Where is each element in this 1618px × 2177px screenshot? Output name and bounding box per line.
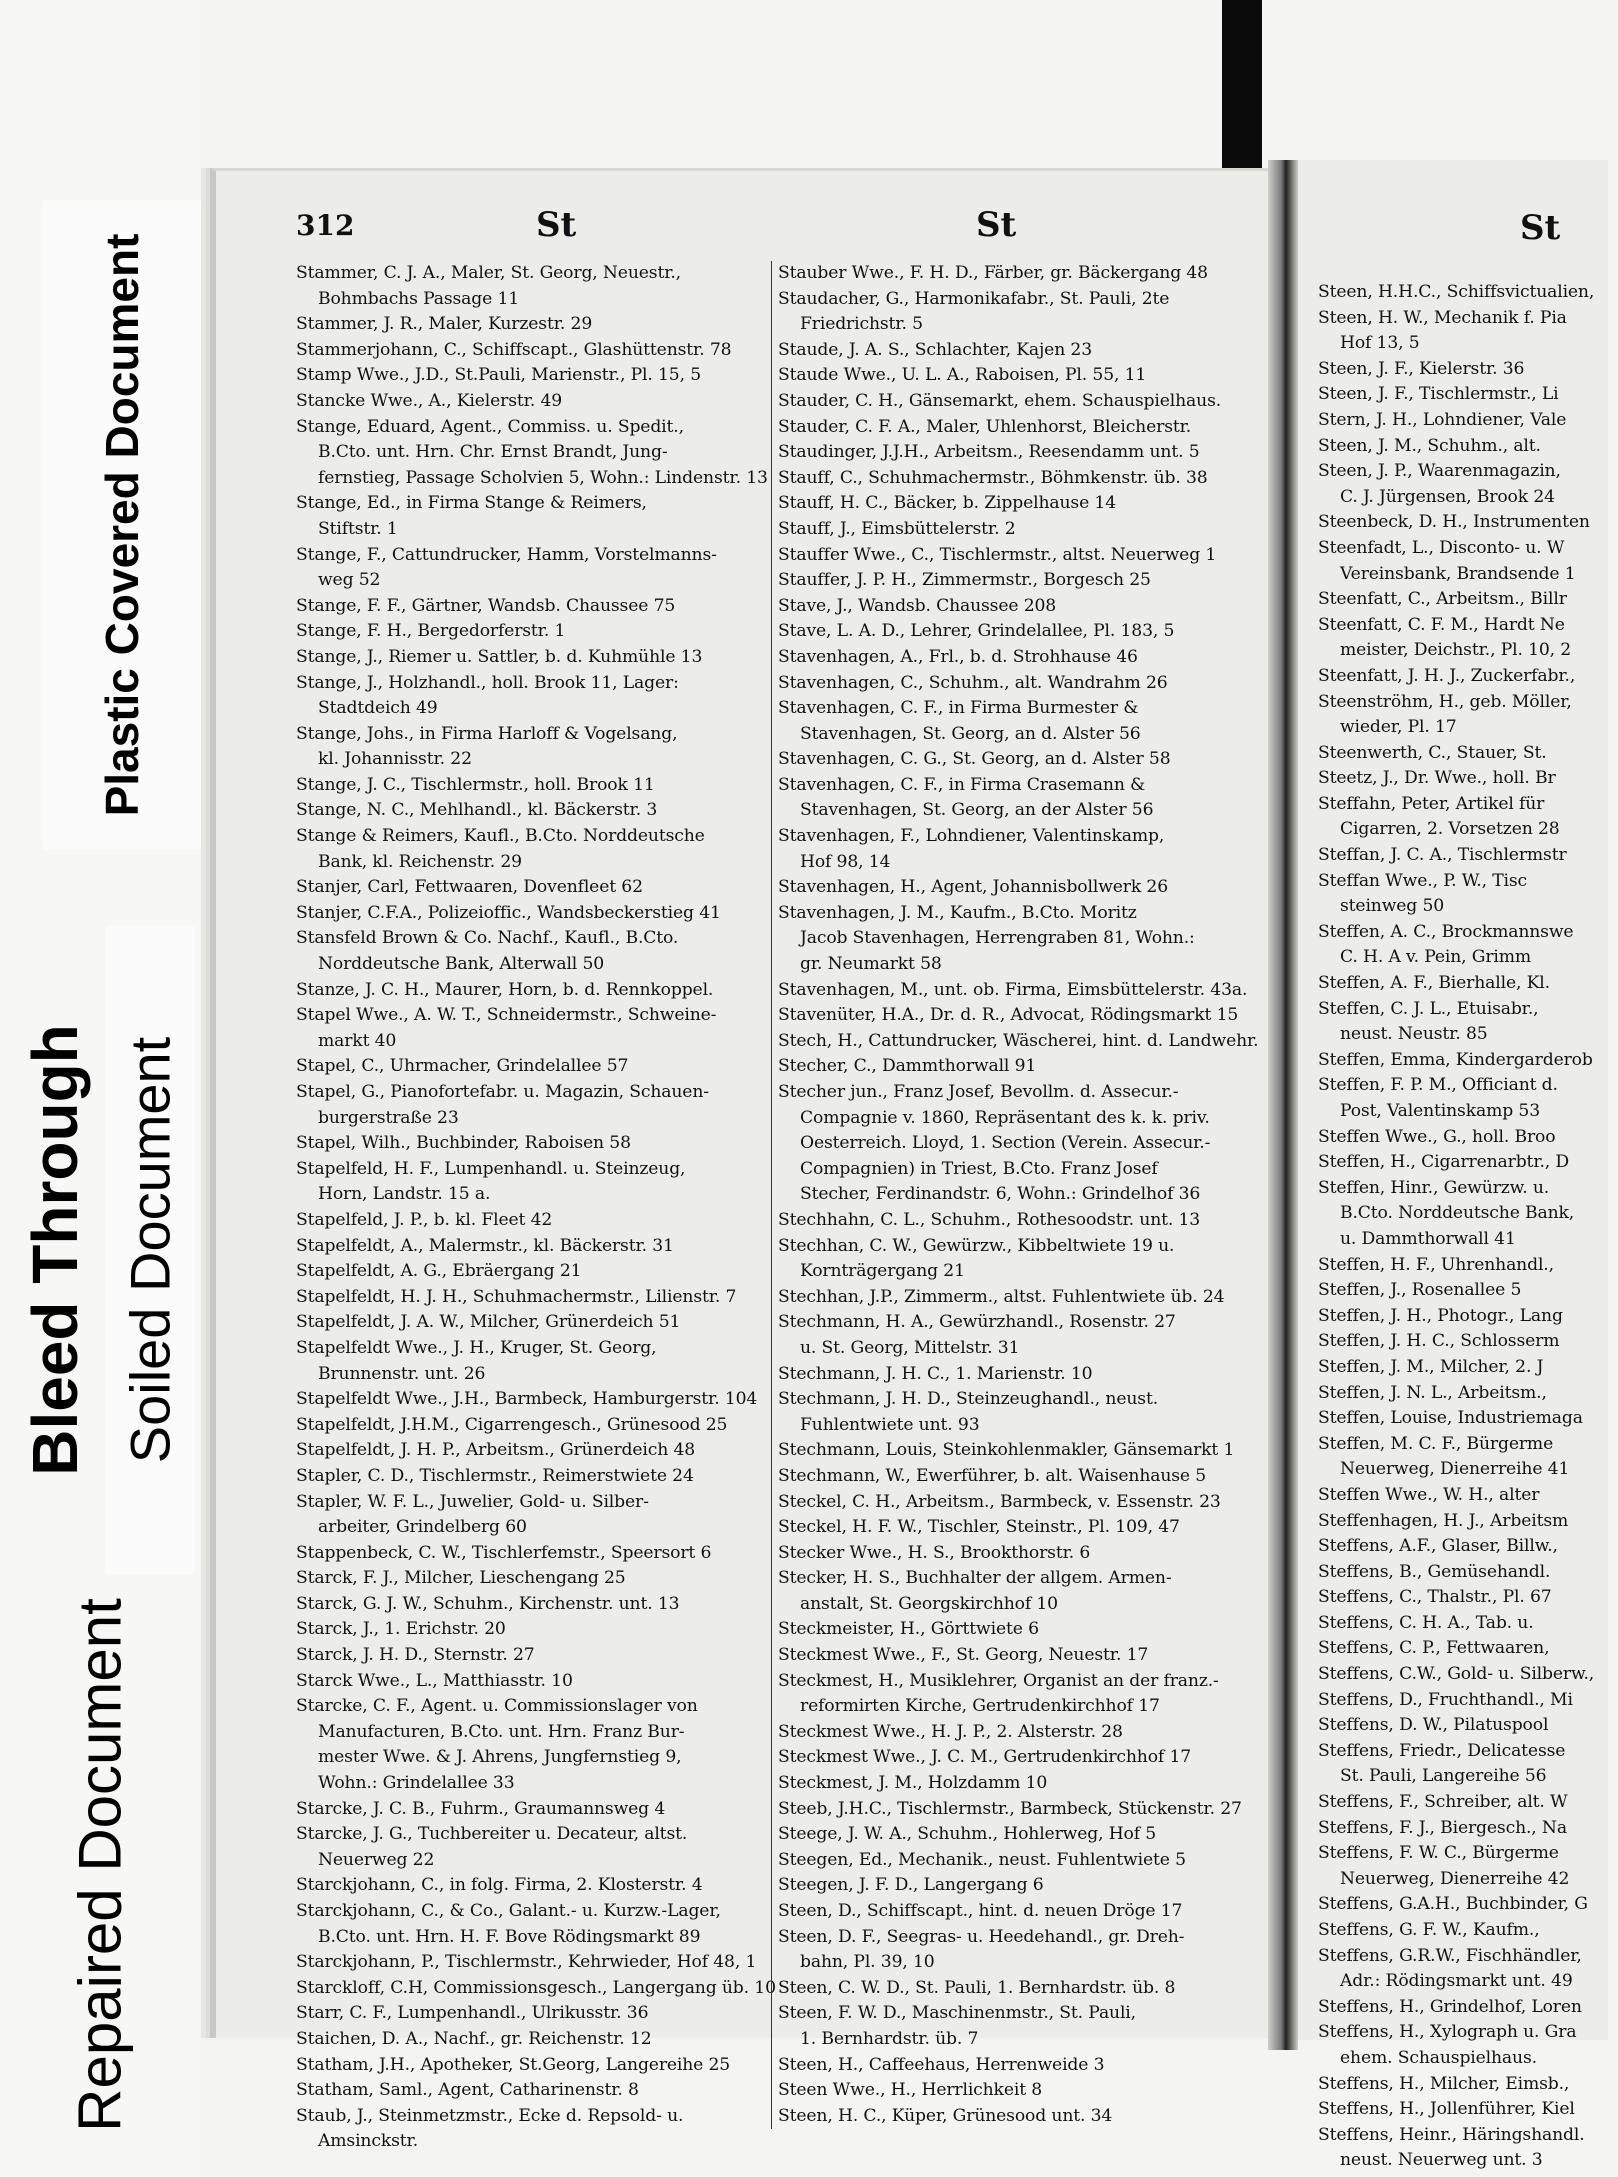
directory-entry-line: Steffen, J. M., Milcher, 2. J [1318, 1356, 1544, 1377]
directory-entry-line: Bank, kl. Reichenstr. 29 [318, 851, 522, 872]
directory-entry-line: Staudacher, G., Harmonikafabr., St. Pauli, 2te [778, 288, 1170, 309]
plastic-covered-label [42, 200, 202, 850]
directory-entry-line: Stange, N. C., Mehlhandl., kl. Bäckerstr. 3 [296, 800, 658, 821]
directory-entry-line: Stange, F., Cattundrucker, Hamm, Vorstelmanns- [296, 544, 717, 565]
directory-entry-line: Steffens, C. H. A., Tab. u. [1318, 1612, 1534, 1633]
facing-page [1298, 160, 1608, 2171]
directory-entry-line: Steffen, Louise, Industriemaga [1318, 1408, 1583, 1429]
directory-entry-line: Stanze, J. C. H., Maurer, Horn, b. d. Rennkoppel. [296, 979, 714, 1000]
directory-entry-line: Starcke, J. C. B., Fuhrm., Graumannsweg 4 [296, 1798, 666, 1819]
directory-entry-line: Stavenhagen, St. Georg, an der Alster 56 [800, 800, 1154, 821]
directory-entry-line: Cigarren, 2. Vorsetzen 28 [1340, 819, 1560, 840]
running-head-middle: St [976, 205, 1017, 245]
directory-entry-line: Steen, D., Schiffscapt., hint. d. neuen Dröge 17 [778, 1901, 1183, 1921]
directory-entry-line: Stammer, C. J. A., Maler, St. Georg, Neuestr., [296, 263, 681, 283]
directory-entry-line: meister, Deichstr., Pl. 10, 2 [1340, 640, 1572, 661]
directory-page [210, 168, 1290, 2152]
directory-entry-line: markt 40 [318, 1030, 397, 1051]
directory-entry-line: gr. Neumarkt 58 [800, 954, 942, 975]
directory-entry-line: Steen, H.H.C., Schiffsvictualien, [1318, 282, 1595, 302]
directory-entry-line: Stapel, Wilh., Buchbinder, Raboisen 58 [296, 1133, 631, 1154]
directory-entry-line: Stauffer, J. P. H., Zimmermstr., Borgesch 25 [778, 570, 1151, 591]
directory-entry-line: weg 52 [318, 570, 381, 591]
directory-entry-line: Steffen, C. J. L., Etuisabr., [1318, 998, 1539, 1019]
page-number: 312 [296, 209, 355, 242]
directory-entry-line: Stange & Reimers, Kaufl., B.Cto. Norddeutsche [296, 826, 705, 847]
directory-entry-line: Steffen, A. C., Brockmannswe [1318, 921, 1574, 942]
directory-entry-line: Stavenhagen, C., Schuhm., alt. Wandrahm 26 [778, 672, 1168, 693]
directory-entry-line: Starcke, C. F., Agent. u. Commissionslager von [296, 1696, 698, 1717]
directory-entry-line: Steffen, Hinr., Gewürzw. u. [1318, 1177, 1550, 1198]
directory-entry-line: Stavenhagen, C. F., in Firma Burmester & [778, 698, 1139, 719]
directory-entry-line: Stange, J. C., Tischlermstr., holl. Brook 11 [296, 774, 655, 795]
directory-entry-line: Steen, H. C., Küper, Grünesood unt. 34 [778, 2105, 1113, 2126]
directory-entry-line: Steeb, J.H.C., Tischlermstr., Barmbeck, Stückenstr. 27 [778, 1798, 1242, 1819]
directory-entry-line: Steffens, G. F. W., Kaufm., [1318, 1920, 1540, 1940]
directory-entry-line: Steffens, H., Grindelhof, Loren [1318, 1996, 1582, 2017]
directory-entry-line: Steffen, J. H., Photogr., Lang [1318, 1305, 1563, 1326]
directory-entry-line: Stecker, H. S., Buchhalter der allgem. Armen- [778, 1568, 1172, 1589]
directory-entry-line: Fuhlentwiete unt. 93 [800, 1414, 980, 1435]
directory-entry-line: Stange, J., Riemer u. Sattler, b. d. Kuhmühle 13 [296, 646, 703, 667]
directory-entry-line: Steffens, H., Jollenführer, Kiel [1318, 2099, 1575, 2120]
directory-entry-line: Stauder, C. F. A., Maler, Uhlenhorst, Bleicherstr. [778, 416, 1192, 437]
directory-entry-line: ehem. Schauspielhaus. [1340, 2047, 1537, 2068]
directory-entry-line: Steenfatt, J. H. J., Zuckerfabr., [1318, 665, 1576, 686]
running-head-right: St [1520, 208, 1561, 248]
directory-entry-line: mester Wwe. & J. Ahrens, Jungfernstieg 9, [318, 1747, 682, 1768]
directory-entry-line: arbeiter, Grindelberg 60 [318, 1517, 527, 1538]
directory-entry-line: Stapel, G., Pianofortefabr. u. Magazin, Schauen- [296, 1082, 709, 1102]
directory-entry-line: B.Cto. unt. Hrn. Chr. Ernst Brandt, Jung- [318, 442, 668, 463]
directory-entry-line: Stecker Wwe., H. S., Brookthorstr. 6 [778, 1542, 1091, 1563]
directory-entry-line: Steckel, H. F. W., Tischler, Steinstr., Pl. 109, 47 [778, 1517, 1180, 1538]
directory-entry-line: Steen, H., Caffeehaus, Herrenweide 3 [778, 2054, 1105, 2075]
directory-entry-line: Steffens, Friedr., Delicatesse [1318, 1740, 1566, 1761]
directory-entry-line: Stauff, H. C., Bäcker, b. Zippelhause 14 [778, 493, 1116, 514]
directory-entry-line: Stammerjohann, C., Schiffscapt., Glashüttenstr. 78 [296, 339, 732, 360]
directory-entry-line: Stapelfeldt, H. J. H., Schuhmachermstr., Lilienstr. 7 [296, 1286, 737, 1307]
directory-entry-line: Steffens, C., Thalstr., Pl. 67 [1318, 1587, 1552, 1608]
directory-entry-line: Steffens, F. W. C., Bürgerme [1318, 1843, 1559, 1864]
directory-entry-line: Stamp Wwe., J.D., St.Pauli, Marienstr., Pl. 15, 5 [296, 365, 701, 386]
directory-entry-line: Bohmbachs Passage 11 [318, 288, 520, 309]
directory-entry-line: Steegen, Ed., Mechanik., neust. Fuhlentwiete 5 [778, 1849, 1186, 1870]
directory-column-left [296, 261, 776, 2155]
directory-entry-line: Steffens, B., Gemüsehandl. [1318, 1561, 1551, 1582]
directory-entry-line: Stechmann, Louis, Steinkohlenmakler, Gänsemarkt 1 [778, 1440, 1235, 1461]
directory-entry-line: Steege, J. W. A., Schuhm., Hohlerweg, Hof 5 [778, 1824, 1157, 1845]
repaired-document-label [5, 1598, 195, 2132]
directory-entry-line: Stappenbeck, C. W., Tischlerfemstr., Speersort 6 [296, 1542, 712, 1563]
directory-entry-line: Steckmeister, H., Görttwiete 6 [778, 1619, 1039, 1640]
directory-entry-line: C. H. A v. Pein, Grimm [1340, 947, 1532, 968]
directory-entry-line: Stechhan, C. W., Gewürzw., Kibbeltwiete 19 u. [778, 1235, 1175, 1256]
directory-entry-line: Neuerweg, Dienerreihe 42 [1340, 1868, 1570, 1889]
directory-entry-line: Steffen Wwe., G., holl. Broo [1318, 1126, 1556, 1147]
directory-entry-line: Stapelfeldt, A., Malermstr., kl. Bäckerstr. 31 [296, 1235, 674, 1256]
directory-entry-line: Starckjohann, C., & Co., Galant.- u. Kurzw.-Lager, [296, 1901, 721, 1921]
directory-entry-line: Steen, J. F., Kielerstr. 36 [1318, 358, 1525, 379]
directory-entry-line: Staudinger, J.J.H., Arbeitsm., Reesendamm unt. 5 [778, 442, 1200, 463]
directory-entry-line: Jacob Stavenhagen, Herrengraben 81, Wohn.: [800, 928, 1195, 949]
directory-entry-line: Stavenhagen, C. G., St. Georg, an d. Alster 58 [778, 749, 1171, 770]
directory-entry-line: Steffen, H. F., Uhrenhandl., [1318, 1254, 1554, 1275]
page-header [216, 201, 1290, 251]
directory-entry-line: Stauffer Wwe., C., Tischlermstr., altst. Neuerweg 1 [778, 544, 1217, 565]
directory-entry-line: Stanjer, C.F.A., Polizeioffic., Wandsbeckerstieg 41 [296, 902, 721, 923]
directory-entry-line: Staichen, D. A., Nachf., gr. Reichenstr. 12 [296, 2028, 652, 2049]
directory-entry-line: Steffens, F., Schreiber, alt. W [1318, 1792, 1568, 1813]
directory-entry-line: B.Cto. Norddeutsche Bank, [1340, 1203, 1575, 1224]
directory-entry-line: Starckjohann, P., Tischlermstr., Kehrwieder, Hof 48, 1 [296, 1952, 757, 1973]
directory-entry-line: Stange, F. F., Gärtner, Wandsb. Chaussee 75 [296, 595, 676, 616]
directory-entry-line: Steen, J. P., Waarenmagazin, [1318, 461, 1561, 482]
directory-entry-line: Stange, F. H., Bergedorferstr. 1 [296, 621, 566, 642]
directory-entry-line: Neuerweg, Dienerreihe 41 [1340, 1459, 1570, 1480]
directory-entry-line: Stancke Wwe., A., Kielerstr. 49 [296, 390, 563, 411]
directory-entry-line: Starr, C. F., Lumpenhandl., Ulrikusstr. 36 [296, 2003, 649, 2024]
directory-entry-line: Stadtdeich 49 [318, 698, 438, 719]
directory-entry-line: Steckmest Wwe., F., St. Georg, Neuestr. 17 [778, 1645, 1149, 1666]
directory-entry-line: Compagnie v. 1860, Repräsentant des k. k. priv. [800, 1107, 1210, 1128]
archive-margin [0, 0, 200, 2177]
directory-entry-line: Stavenhagen, A., Frl., b. d. Strohhause 46 [778, 646, 1138, 667]
directory-entry-line: Stave, J., Wandsb. Chaussee 208 [778, 595, 1057, 616]
directory-entry-line: Stapelfeldt, A. G., Ebräergang 21 [296, 1261, 582, 1282]
directory-entry-line: Stapelfeldt Wwe., J.H., Barmbeck, Hamburgerstr. 104 [296, 1389, 758, 1410]
plastic-covered-text: Plastic Covered Document [96, 233, 148, 817]
directory-entry-line: Steenfatt, C., Arbeitsm., Billr [1318, 589, 1567, 610]
directory-entry-line: Statham, Saml., Agent, Catharinenstr. 8 [296, 2080, 639, 2101]
directory-entry-line: Staub, J., Steinmetzmstr., Ecke d. Repsold- u. [296, 2105, 684, 2126]
directory-entry-line: Steetz, J., Dr. Wwe., holl. Br [1318, 768, 1556, 789]
directory-entry-line: neust. Neustr. 85 [1340, 1024, 1488, 1045]
scanner-edge [1222, 0, 1262, 175]
directory-entry-line: Stanjer, Carl, Fettwaaren, Dovenfleet 62 [296, 877, 643, 898]
directory-entry-line: Steffen, J. H. C., Schlosserm [1318, 1331, 1560, 1352]
directory-entry-line: Starcke, J. G., Tuchbereiter u. Decateur, altst. [296, 1824, 688, 1845]
directory-entry-line: Stavenüter, H.A., Dr. d. R., Advocat, Rödingsmarkt 15 [778, 1005, 1239, 1026]
directory-entry-line: Norddeutsche Bank, Alterwall 50 [318, 954, 605, 975]
directory-entry-line: Stavenhagen, H., Agent, Johannisbollwerk 26 [778, 877, 1168, 898]
directory-entry-line: Steffens, F. J., Biergesch., Na [1318, 1817, 1567, 1838]
directory-entry-line: Stange, Johs., in Firma Harloff & Vogelsang, [296, 723, 678, 744]
directory-entry-line: Brunnenstr. unt. 26 [318, 1363, 486, 1384]
directory-entry-line: Stapel Wwe., A. W. T., Schneidermstr., Schweine- [296, 1005, 717, 1026]
soiled-document-text: Soiled Document [118, 1036, 182, 1464]
repaired-document-text: Repaired Document [66, 1598, 134, 2132]
directory-entry-line: fernstieg, Passage Scholvien 5, Wohn.: Lindenstr. 13 [318, 467, 768, 488]
directory-entry-line: Steenwerth, C., Stauer, St. [1318, 742, 1547, 763]
directory-entry-line: Steffen, F. P. M., Officiant d. [1318, 1075, 1558, 1096]
directory-entry-line: u. St. Georg, Mittelstr. 31 [800, 1337, 1020, 1358]
directory-entry-line: Steen, C. W. D., St. Pauli, 1. Bernhardstr. üb. 8 [778, 1977, 1176, 1998]
directory-entry-line: Steen, H. W., Mechanik f. Pia [1318, 307, 1567, 328]
directory-entry-line: Horn, Landstr. 15 a. [318, 1184, 491, 1205]
directory-entry-line: Stechhahn, C. L., Schuhm., Rothesoodstr. unt. 13 [778, 1209, 1201, 1230]
directory-entry-line: 1. Bernhardstr. üb. 7 [800, 2028, 979, 2049]
directory-entry-line: Stapelfeldt Wwe., J. H., Kruger, St. Georg, [296, 1337, 657, 1358]
directory-entry-line: burgerstraße 23 [318, 1107, 459, 1128]
directory-entry-line: Stange, Eduard, Agent., Commiss. u. Spedit., [296, 416, 684, 437]
directory-entry-line: steinweg 50 [1340, 896, 1445, 917]
directory-column-right [1318, 280, 1618, 2174]
directory-entry-line: Stavenhagen, F., Lohndiener, Valentinskamp, [778, 826, 1165, 847]
directory-entry-line: Amsinckstr. [318, 2131, 419, 2152]
directory-entry-line: Steffens, G.R.W., Fischhändler, [1318, 1945, 1582, 1966]
directory-entry-line: Steckmest, J. M., Holzdamm 10 [778, 1773, 1048, 1794]
bleed-through-text: Bleed Through [19, 1024, 91, 1476]
book-gutter [1268, 160, 1298, 2050]
directory-entry-line: Steffen, Emma, Kindergarderob [1318, 1049, 1593, 1070]
directory-entry-line: Steenfadt, L., Disconto- u. W [1318, 537, 1565, 558]
directory-entry-line: Steen Wwe., H., Herrlichkeit 8 [778, 2080, 1043, 2101]
directory-entry-line: Steffens, H., Xylograph u. Gra [1318, 2022, 1577, 2043]
directory-entry-line: Stavenhagen, C. F., in Firma Crasemann & [778, 774, 1146, 795]
directory-entry-line: Steffens, C. P., Fettwaaren, [1318, 1638, 1550, 1659]
directory-entry-line: Stapelfeldt, J. A. W., Milcher, Grünerdeich 51 [296, 1312, 681, 1333]
directory-entry-line: Kornträgergang 21 [800, 1261, 965, 1282]
directory-entry-line: Stavenhagen, J. M., Kaufm., B.Cto. Moritz [778, 902, 1137, 923]
directory-entry-line: Stapelfeldt, J. H. P., Arbeitsm., Grünerdeich 48 [296, 1440, 696, 1461]
directory-entry-line: Stechmann, J. H. D., Steinzeughandl., neust. [778, 1389, 1159, 1410]
directory-entry-line: Steckmest Wwe., H. J. P., 2. Alsterstr. 28 [778, 1721, 1123, 1742]
directory-entry-line: Steckmest, H., Musiklehrer, Organist an der franz.- [778, 1670, 1219, 1691]
directory-entry-line: Starckloff, C.H, Commissionsgesch., Langergang üb. 10 [296, 1977, 776, 1998]
directory-entry-line: Stecher jun., Franz Josef, Bevollm. d. Assecur.- [778, 1082, 1179, 1102]
directory-entry-line: Stauder, C. H., Gänsemarkt, ehem. Schauspielhaus. [778, 390, 1222, 411]
directory-entry-line: Neuerweg 22 [318, 1849, 435, 1870]
directory-entry-line: Stecher, Ferdinandstr. 6, Wohn.: Grindelhof 36 [800, 1184, 1201, 1205]
directory-entry-line: Steffens, D. W., Pilatuspool [1318, 1715, 1549, 1736]
directory-entry-line: neust. Neuerweg unt. 3 [1340, 2150, 1543, 2171]
directory-entry-line: Stechmann, W., Ewerführer, b. alt. Waisenhause 5 [778, 1465, 1207, 1486]
directory-entry-line: Steckel, C. H., Arbeitsm., Barmbeck, v. Essenstr. 23 [778, 1491, 1221, 1512]
directory-entry-line: Stapel, C., Uhrmacher, Grindelallee 57 [296, 1056, 629, 1077]
directory-entry-line: Statham, J.H., Apotheker, St.Georg, Langereihe 25 [296, 2054, 731, 2075]
directory-entry-line: Steffens, H., Milcher, Eimsb., [1318, 2073, 1570, 2094]
directory-entry-line: Steen, D. F., Seegras- u. Heedehandl., gr. Dreh- [778, 1926, 1185, 1947]
bleed-through-label [5, 925, 105, 1575]
directory-entry-line: Starck, G. J. W., Schuhm., Kirchenstr. unt. 13 [296, 1593, 680, 1614]
directory-entry-line: Stavenhagen, St. Georg, an d. Alster 56 [800, 723, 1141, 744]
directory-entry-line: Stiftstr. 1 [318, 518, 398, 539]
directory-entry-line: Steffan, J. C. A., Tischlermstr [1318, 845, 1567, 866]
directory-entry-line: Adr.: Rödingsmarkt unt. 49 [1340, 1971, 1573, 1992]
directory-entry-line: Oesterreich. Lloyd, 1. Section (Verein. Assecur.- [800, 1133, 1211, 1154]
directory-entry-line: Steffens, Heinr., Häringshandl. [1318, 2124, 1585, 2145]
directory-entry-line: Steffens, C.W., Gold- u. Silberw., [1318, 1664, 1595, 1685]
directory-entry-line: Staude Wwe., U. L. A., Raboisen, Pl. 55, 11 [778, 365, 1147, 386]
directory-entry-line: u. Dammthorwall 41 [1340, 1228, 1516, 1249]
directory-entry-line: Steenbeck, D. H., Instrumenten [1318, 512, 1590, 533]
directory-entry-line: St. Pauli, Langereihe 56 [1340, 1766, 1547, 1787]
directory-entry-line: Manufacturen, B.Cto. unt. Hrn. Franz Bur- [318, 1721, 685, 1742]
directory-entry-line: Steffen, A. F., Bierhalle, Kl. [1318, 973, 1550, 994]
directory-entry-line: Steffenhagen, H. J., Arbeitsm [1318, 1510, 1569, 1531]
directory-entry-line: Steffens, A.F., Glaser, Billw., [1318, 1536, 1558, 1557]
directory-entry-line: Starck Wwe., L., Matthiasstr. 10 [296, 1670, 573, 1691]
directory-entry-line: Stecher, C., Dammthorwall 91 [778, 1056, 1037, 1077]
directory-entry-line: Steen, F. W. D., Maschinenmstr., St. Pauli, [778, 2003, 1136, 2024]
directory-entry-line: Stansfeld Brown & Co. Nachf., Kaufl., B.Cto. [296, 928, 679, 949]
directory-entry-line: Stechmann, J. H. C., 1. Marienstr. 10 [778, 1363, 1093, 1384]
directory-entry-line: Steffen, J. N. L., Arbeitsm., [1318, 1382, 1547, 1403]
directory-entry-line: Stauber Wwe., F. H. D., Färber, gr. Bäckergang 48 [778, 263, 1208, 283]
directory-entry-line: Stapelfeld, H. F., Lumpenhandl. u. Steinzeug, [296, 1158, 686, 1179]
directory-entry-line: Hof 13, 5 [1340, 333, 1420, 354]
directory-entry-line: Compagnien) in Triest, B.Cto. Franz Josef [800, 1158, 1158, 1179]
directory-entry-line: Stauff, C., Schuhmachermstr., Böhmkenstr. üb. 38 [778, 467, 1208, 488]
directory-entry-line: Stechhan, J.P., Zimmerm., altst. Fuhlentwiete üb. 24 [778, 1286, 1225, 1307]
directory-entry-line: Starck, J. H. D., Sternstr. 27 [296, 1645, 535, 1666]
directory-entry-line: B.Cto. unt. Hrn. H. F. Bove Rödingsmarkt 89 [318, 1926, 701, 1947]
directory-entry-line: Vereinsbank, Brandsende 1 [1340, 563, 1576, 584]
soiled-document-label [105, 925, 195, 1575]
directory-entry-line: Stauff, J., Eimsbüttelerstr. 2 [778, 518, 1016, 539]
directory-entry-line: Steffen Wwe., W. H., alter [1318, 1484, 1540, 1505]
directory-entry-line: Stechmann, H. A., Gewürzhandl., Rosenstr. 27 [778, 1312, 1176, 1333]
directory-entry-line: bahn, Pl. 39, 10 [800, 1952, 935, 1973]
directory-entry-line: Stammer, J. R., Maler, Kurzestr. 29 [296, 314, 593, 335]
directory-entry-line: C. J. Jürgensen, Brook 24 [1340, 486, 1555, 507]
directory-entry-line: Stange, J., Holzhandl., holl. Brook 11, Lager: [296, 672, 679, 693]
directory-entry-line: Stapelfeld, J. P., b. kl. Fleet 42 [296, 1209, 553, 1230]
directory-entry-line: Steffens, D., Fruchthandl., Mi [1318, 1689, 1573, 1710]
directory-entry-line: Stech, H., Cattundrucker, Wäscherei, hint. d. Landwehr. [778, 1030, 1259, 1051]
directory-column-middle [771, 261, 1266, 2129]
directory-entry-line: Stave, L. A. D., Lehrer, Grindelallee, Pl. 183, 5 [778, 621, 1175, 642]
directory-entry-line: Stange, Ed., in Firma Stange & Reimers, [296, 493, 647, 514]
directory-entry-line: Stapelfeldt, J.H.M., Cigarrengesch., Grünesood 25 [296, 1414, 728, 1435]
directory-entry-line: kl. Johannisstr. 22 [318, 749, 472, 770]
directory-entry-line: Steffahn, Peter, Artikel für [1318, 793, 1545, 814]
directory-entry-line: Stern, J. H., Lohndiener, Vale [1318, 409, 1567, 430]
directory-entry-line: anstalt, St. Georgskirchhof 10 [800, 1593, 1058, 1614]
directory-entry-line: Steffen, J., Rosenallee 5 [1318, 1280, 1522, 1301]
directory-entry-line: Steffen, M. C. F., Bürgerme [1318, 1433, 1554, 1454]
directory-entry-line: Steffan Wwe., P. W., Tisc [1318, 870, 1528, 891]
directory-entry-line: Hof 98, 14 [800, 851, 891, 872]
running-head-left: St [536, 205, 577, 245]
directory-entry-line: Post, Valentinskamp 53 [1340, 1101, 1540, 1121]
directory-entry-line: Stapler, C. D., Tischlermstr., Reimerstwiete 24 [296, 1465, 694, 1486]
directory-entry-line: Wohn.: Grindelallee 33 [318, 1773, 515, 1794]
directory-entry-line: Friedrichstr. 5 [800, 314, 923, 335]
directory-entry-line: Stapler, W. F. L., Juwelier, Gold- u. Silber- [296, 1491, 649, 1512]
directory-entry-line: Steen, J. M., Schuhm., alt. [1318, 435, 1541, 456]
directory-entry-line: Starckjohann, C., in folg. Firma, 2. Klosterstr. 4 [296, 1875, 703, 1896]
directory-entry-line: Steenfatt, C. F. M., Hardt Ne [1318, 614, 1565, 635]
directory-entry-line: Stavenhagen, M., unt. ob. Firma, Eimsbüttelerstr. 43a. [778, 979, 1248, 1000]
directory-entry-line: Steenströhm, H., geb. Möller, [1318, 691, 1572, 712]
directory-entry-line: Starck, F. J., Milcher, Lieschengang 25 [296, 1568, 626, 1589]
directory-entry-line: Staude, J. A. S., Schlachter, Kajen 23 [778, 339, 1093, 360]
directory-entry-line: Starck, J., 1. Erichstr. 20 [296, 1619, 506, 1640]
directory-entry-line: Steffens, G.A.H., Buchbinder, G [1318, 1894, 1588, 1915]
directory-entry-line: Steckmest Wwe., J. C. M., Gertrudenkirchhof 17 [778, 1747, 1192, 1768]
directory-entry-line: Steen, J. F., Tischlermstr., Li [1318, 384, 1559, 405]
directory-entry-line: Steegen, J. F. D., Langergang 6 [778, 1875, 1044, 1896]
directory-entry-line: wieder, Pl. 17 [1340, 717, 1457, 738]
directory-entry-line: Steffen, H., Cigarrenarbtr., D [1318, 1152, 1570, 1173]
directory-entry-line: reformirten Kirche, Gertrudenkirchhof 17 [800, 1696, 1160, 1717]
